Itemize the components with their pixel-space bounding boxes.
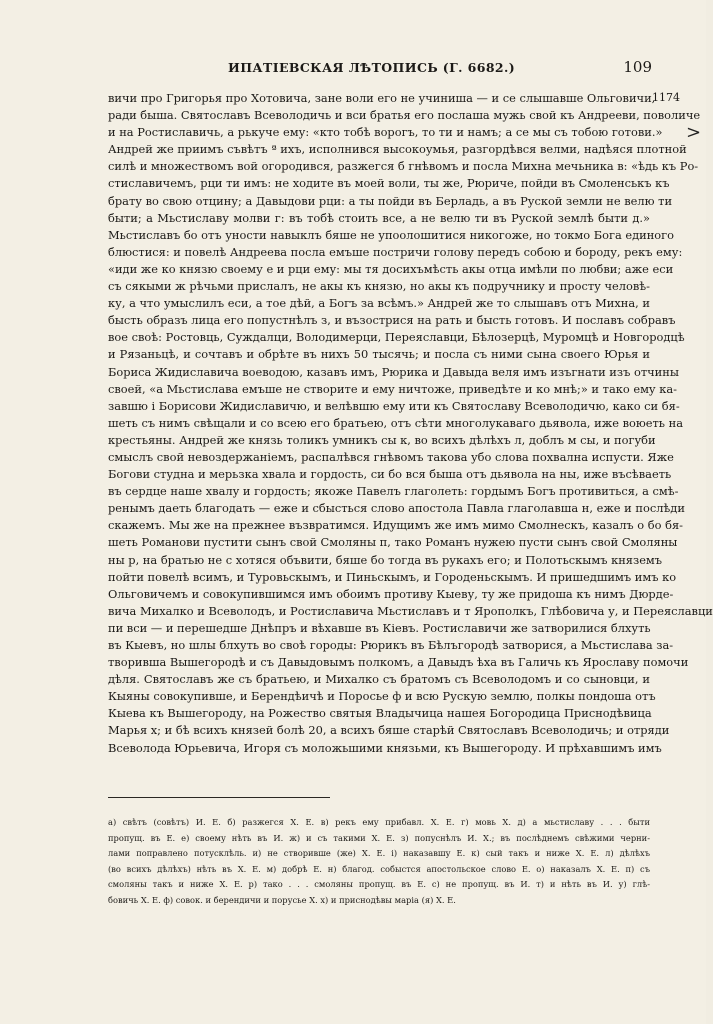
text-line: шеть съ нимъ свѣщали и со всею его братьею, отъ сѣти многолукаваго дьявола, иже воюеть на [108, 415, 684, 430]
footnote-line: смоляны такъ и ниже Х. Е. р) тако . . . смоляны пропущ. въ Е. с) не пропущ. въ И. т) и нѣть въ И. у) глѣ- [108, 879, 650, 890]
text-line: Кыяны совокупивше, и Берендѣичѣ и Поросье ф и всю Рускую землю, полкы пондоша отъ [108, 689, 656, 704]
text-line: скажемъ. Мы же на прежнее възвратимся. Идущимъ же имъ мимо Смолнескъ, казалъ о бо бя- [108, 518, 683, 533]
text-line: силѣ и множествомъ вой огородився, разжегся б гнѣвомъ и посла Михна мечьника в: «ѣдь къ Ро- [108, 159, 699, 174]
text-line: въ сердце наше хвалу и гордость; якоже Павелъ глаголеть: гордымъ Богъ противиться, а смѣ- [108, 484, 679, 499]
text-line: пи вси — и перешедше Днѣпръ и вѣхавше въ Кіевъ. Ростиславичи же затворилися блхуть [108, 620, 651, 635]
text-line: ренымъ даеть благодать — еже и сбысться слово апостола Павла глаголавша н, еже и послѣди [108, 501, 685, 516]
footnotes [108, 815, 650, 909]
text-line: ны р, на братью не с хотяся объвити, бяше бо тогда въ рукахъ его; и Полотьскымъ княземъ [108, 552, 663, 567]
text-line: смыслъ свой невоздержаніемъ, распалѣвся гнѣвомъ такова убо слова похвална испусти. Яже [108, 449, 674, 464]
text-line: Богови студна и мерьзка хвала и гордость, си бо вся быша отъ дьявола на ны, иже въсѣваеть [108, 467, 672, 482]
page-number: 109 [623, 58, 652, 76]
footnote-line: лами поправлено потусклѣль. и) не створивше (же) Х. Е. і) наказавшу Е. к) сый такъ и ниже Х. Е. л) дѣлѣхъ [108, 848, 650, 859]
text-line: ради быша. Святославъ Всеволодичь и вси братья его послаша мужь свой къ Андрееви, поволиче [108, 108, 701, 123]
footnote-line: а) свѣтъ (совѣтъ) И. Е. б) разжегся Х. Е. в) рекъ ему прибавл. Х. Е. г) мовь Х. д) а мьстиславу . . . быти [108, 817, 650, 827]
text-line: пойти повелѣ всимъ, и Туровьскымъ, и Пиньскымъ, и Городеньскымъ. И пришедшимъ имъ ко [108, 569, 677, 584]
text-line: и на Ростиславичь, а рькуче ему: «кто тобѣ ворогъ, то ти и намъ; а се мы съ тобою готови.» [108, 125, 663, 140]
text-line: ку, а что умыслилъ еси, а тое дѣй, а Богъ за всѣмъ.» Андрей же то слышавъ отъ Михна, и [108, 296, 650, 311]
page-header [108, 58, 652, 80]
text-line: въ Кыевъ, но шлы блхуть во своѣ городы: Рюрикъ въ Бѣлъгородѣ затворися, а Мьстислава за- [108, 638, 674, 652]
footnote-line: бовичь Х. Е. ф) совок. и берендичи и порусье Х. х) и приснодѣвы маріа (я) Х. Е. [108, 894, 456, 905]
margin-year-note: 1174 [652, 91, 680, 104]
text-line: Кыева къ Вышегороду, на Рожество святыя Владычица нашея Богородица Приснодѣвица [108, 706, 652, 721]
footnote-line: (во всихъ дѣлѣхъ) нѣть въ Х. Е. м) добрѣ Е. н) благод. собыстся апостольское слово Е. о) наказалъ Х. Е. п) съ [108, 863, 650, 874]
footnote-separator-rule [108, 797, 330, 798]
text-line: съ сякыми ж рѣчьми прислалъ, не акы къ князю, но акы къ подручнику и просту человѣ- [108, 279, 650, 294]
text-line: стиславичемъ, рци ти имъ: не ходите въ моей воли, ты же, Рюриче, пойди въ Смоленськъ къ [108, 176, 670, 191]
text-line: Марья х; и бѣ всихъ князей болѣ 20, а всихъ бяше старѣй Святославъ Всеволодичь; и отряди [108, 723, 670, 738]
text-line: бысть образъ лица его попустнѣлъ з, и възострися на рать и бысть готовъ. И пославъ собравъ [108, 313, 676, 328]
footnote-line: пропущ. въ Е. е) своему нѣть въ И. ж) и съ такими Х. Е. з) попуснѣлъ И. Х.; въ послѣднемъ свѣжими черни- [108, 832, 650, 843]
text-line: вичи про Григорья про Хотовича, зане воли его не учиниша — и се слышавше Ольговичи, [108, 91, 656, 105]
text-line: дѣля. Святославъ же съ братьею, и Михалко съ братомъ съ Всеволодомъ и со сыновци, и [108, 672, 650, 687]
text-line: Всеволода Юрьевича, Игоря съ моложьшими князьми, къ Вышегороду. И прѣхавшимъ имъ [108, 740, 662, 755]
text-line: Бориса Жидиславича воеводою, казавъ имъ, Рюрика и Давыда веля имъ изъгнати изъ отчины [108, 364, 679, 379]
text-line: творившa Вышегородѣ и съ Давыдовымъ полкомъ, а Давыдъ ѣха въ Галичь къ Ярославу помочи [108, 655, 689, 670]
text-line: блюстися: и повелѣ Андреева посла емъше постричи голову передъ собою и бороду, рекъ ему: [108, 244, 683, 259]
running-head: ИПАТІЕВСКАЯ ЛѢТОПИСЬ (Г. 6682.) [228, 60, 516, 75]
text-line: быти; а Мьстиславу молви г: въ тобѣ стоить все, а не велю ти въ Руской землѣ быти д.» [108, 210, 650, 225]
text-line: завшю і Борисови Жидиславичю, и велѣвшю ему ити къ Святославу Всеволодичю, како си бя- [108, 398, 680, 413]
margin-pencil-mark: > [686, 122, 702, 143]
text-line: «иди же ко князю своему е и рци ему: мы тя досихъмѣсть акы отца имѣли по любви; аже еси [108, 261, 674, 276]
text-line: Ольговичемъ и совокупившимся имъ обоимъ противу Кыеву, ту же придоша къ нимъ Дюрде- [108, 586, 674, 601]
text-line: вое своѣ: Ростовць, Суждалци, Володимерци, Переяславци, Бѣлозерцѣ, Муромцѣ и Новгородцѣ [108, 330, 685, 345]
text-line: и Рязаньцѣ, и сочтавъ и обрѣте въ нихъ 50 тысячь; и посла съ ними сына своего Юрья и [108, 347, 650, 362]
text-line: шеть Романови пустити сынъ свой Смоляны п, тако Романъ нужею пусти сынъ свой Смоляны [108, 535, 678, 550]
text-line: крестьяны. Андрей же князь толикъ умникъ сы к, во всихъ дѣлѣхъ л, доблъ м сы, и погуби [108, 432, 656, 447]
text-line: своей, «а Мьстислава емъше не створите и ему ничтоже, приведѣте и ко мнѣ;» и тако ему ка- [108, 381, 678, 396]
text-line: брату во свою отцину; а Давыдови рци: а ты пойди въ Берладь, а въ Руской земли не велю ти [108, 193, 673, 208]
text-line: Мьстиславъ бо отъ уности навыклъ бяше не упоолошитися никогоже, но токмо Бога единого [108, 227, 674, 242]
text-line: Андрей же приимъ съвѣтъ ª ихъ, исполнився высокоумья, разгордѣвся велми, надѣяся плотной [108, 142, 687, 157]
text-line: вича Михалко и Всеволодъ, и Ростиславича Мьстиславъ и т Ярополкъ, Глѣбовича у, и Переяславци [108, 603, 713, 618]
